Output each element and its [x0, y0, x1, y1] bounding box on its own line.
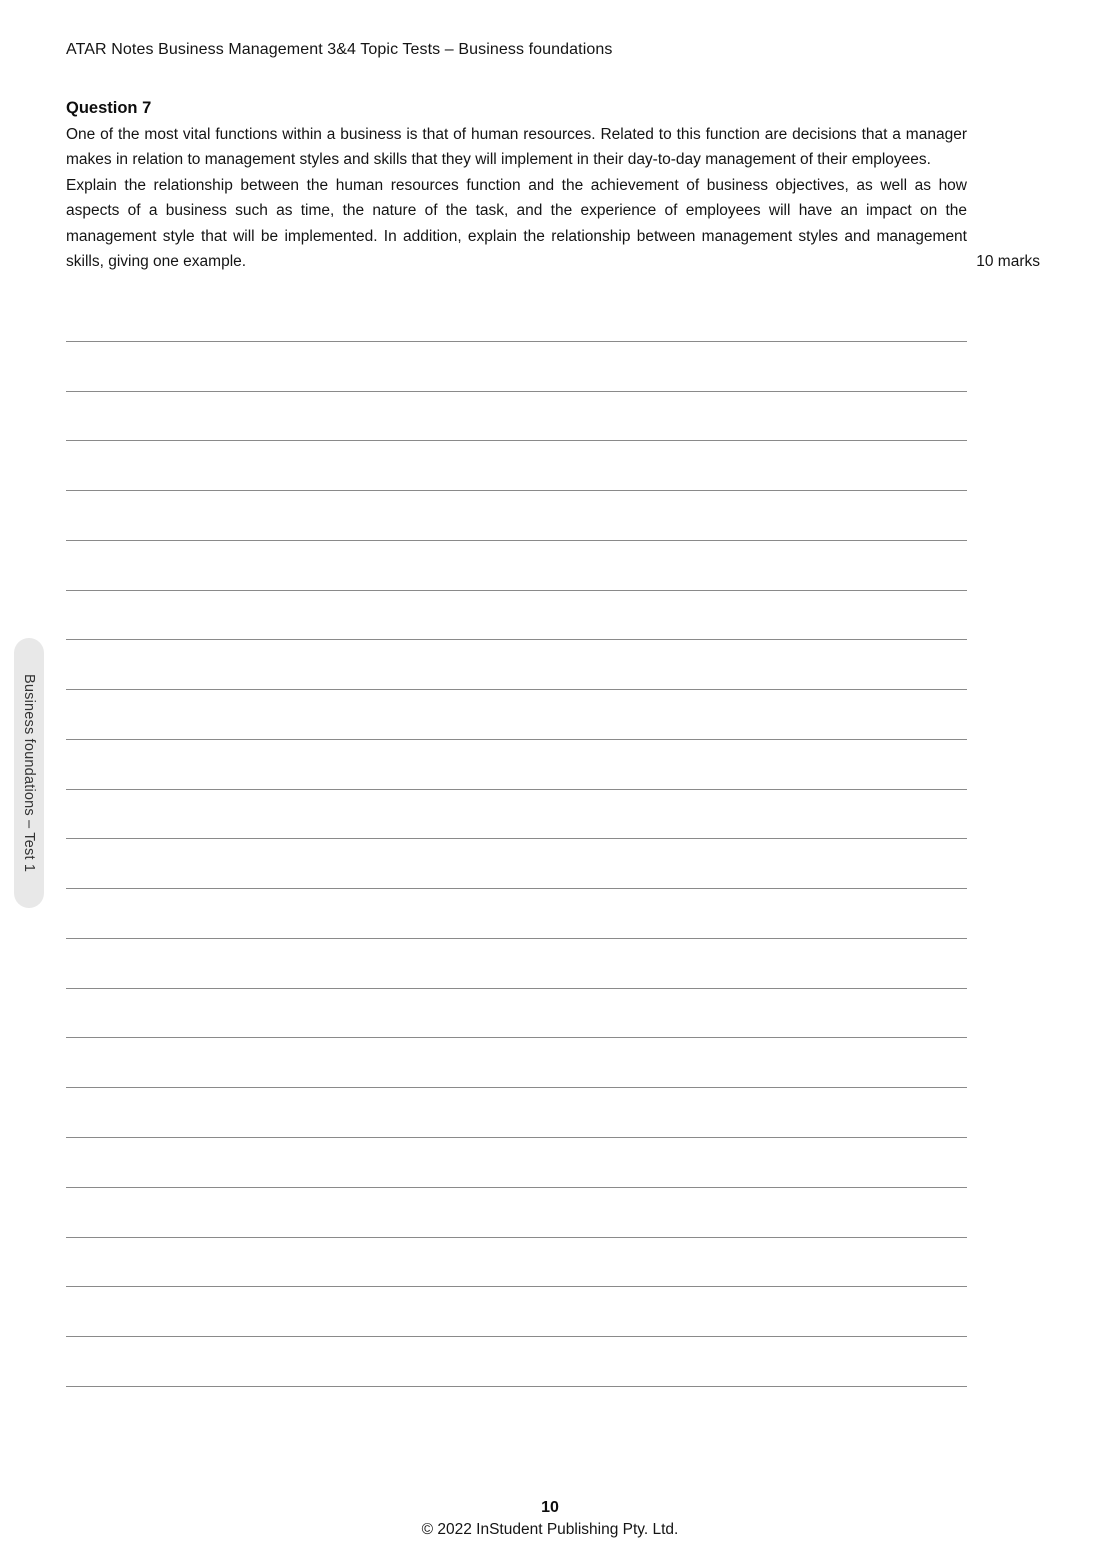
answer-line — [66, 541, 967, 591]
answer-line — [66, 491, 967, 541]
answer-line — [66, 740, 967, 790]
answer-line — [66, 1287, 967, 1337]
answer-line — [66, 591, 967, 641]
side-tab-label: Business foundations – Test 1 — [21, 673, 37, 873]
answer-lines — [66, 292, 967, 1387]
answer-line — [66, 640, 967, 690]
answer-line — [66, 1038, 967, 1088]
answer-line — [66, 342, 967, 392]
answer-line — [66, 1138, 967, 1188]
question-title: Question 7 — [66, 99, 152, 117]
side-tab — [14, 638, 44, 908]
answer-line — [66, 392, 967, 442]
answer-line — [66, 889, 967, 939]
answer-line — [66, 1337, 967, 1387]
page-footer — [0, 1498, 1100, 1540]
question-block — [66, 96, 1040, 275]
answer-line — [66, 790, 967, 840]
answer-line — [66, 690, 967, 740]
document-header: ATAR Notes Business Management 3&4 Topic Tests – Business foundations — [66, 41, 613, 58]
answer-line — [66, 989, 967, 1039]
answer-line — [66, 839, 967, 889]
question-paragraph-2: Explain the relationship between the human resources function and the achievement of business objectives, as well as how aspects of a business such as time, the nature of the task, and the experience of employees will have an impact on the management style that will be implemented. In addition, explain the relationship between management styles and management skills, giving one example. — [66, 176, 967, 270]
answer-line — [66, 939, 967, 989]
answer-line — [66, 441, 967, 491]
page-number: 10 — [541, 1499, 559, 1516]
question-paragraph-1: One of the most vital functions within a business is that of human resources. Related to this function are decisions that a manager makes in relation to management styles and skills that they will implement in their day-to-day management of their employees. — [66, 125, 967, 168]
answer-line — [66, 1088, 967, 1138]
copyright-notice: © 2022 InStudent Publishing Pty. Ltd. — [421, 1521, 679, 1538]
answer-line — [66, 292, 967, 342]
answer-line — [66, 1188, 967, 1238]
question-paragraph-2-wrap — [66, 173, 1040, 275]
marks-label: 10 marks — [976, 253, 1040, 270]
answer-line — [66, 1238, 967, 1288]
